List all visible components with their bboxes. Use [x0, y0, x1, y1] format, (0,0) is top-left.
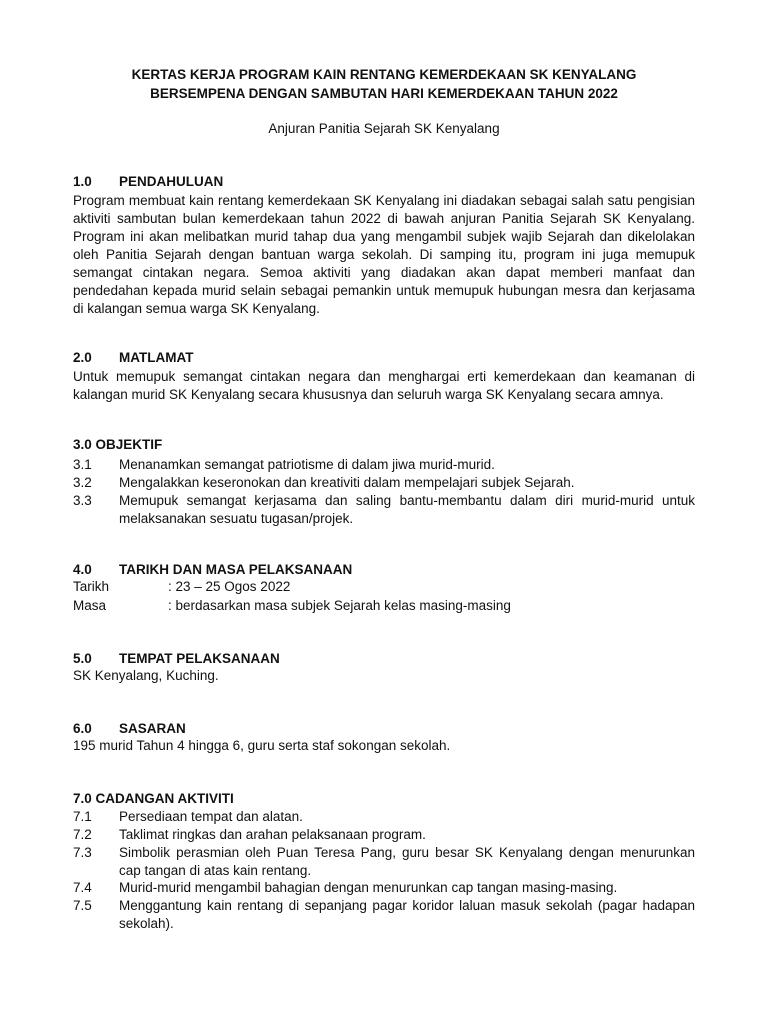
objective-text: Memupuk semangat kerjasama dan saling bantu-membantu dalam diri murid-murid untuk melaksanakan sesuatu tugasan/projek. [119, 493, 695, 526]
section-6-heading [73, 721, 186, 736]
section-2-heading [73, 350, 193, 365]
section-5-heading [73, 651, 280, 666]
objective-text: Menanamkan semangat patriotisme di dalam jiwa murid-murid. [119, 457, 495, 472]
date-row [73, 578, 290, 596]
activity-number: 7.2 [73, 827, 92, 842]
objective-item [73, 456, 695, 474]
activity-text: Taklimat ringkas dan arahan pelaksanaan program. [119, 827, 426, 842]
activity-number: 7.4 [73, 880, 92, 895]
activity-text: Simbolik perasmian oleh Puan Teresa Pang, guru besar SK Kenyalang dengan menurunkan cap tangan di atas kain rentang. [119, 845, 695, 878]
section-2-paragraph: Untuk memupuk semangat cintakan negara dan menghargai erti kemerdekaan dan keamanan di kalangan murid SK Kenyalang secara khususnya dan seluruh warga SK Kenyalang secara amnya. [73, 369, 695, 402]
section-3-heading: 3.0 OBJEKTIF [73, 437, 163, 452]
section-6-text: 195 murid Tahun 4 hingga 6, guru serta staf sokongan sekolah. [73, 738, 451, 753]
document-title-line-1: KERTAS KERJA PROGRAM KAIN RENTANG KEMERDEKAAN SK KENYALANG [131, 67, 637, 82]
section-6-title: SASARAN [119, 721, 186, 736]
time-label: Masa [73, 598, 107, 613]
objective-item [73, 492, 695, 528]
activity-text: Murid-murid mengambil bahagian dengan menurunkan cap tangan masing-masing. [119, 880, 618, 895]
section-4-heading [73, 562, 352, 577]
section-1-paragraph: Program membuat kain rentang kemerdekaan SK Kenyalang ini diadakan sebagai salah satu pengisian aktiviti sambutan bulan kemerdekaan tahun 2022 di bawah anjuran Panitia Sejarah SK Kenyalang. Program ini akan melibatkan murid tahap dua yang mengambil subjek wajib Sejarah dan dikelolakan oleh Panitia Sejarah dengan bantuan warga sekolah. Di samping itu, program ini juga memupuk semangat cintakan negara. Semoa aktiviti yang diadakan akan dapat memberi manfaat dan pendedahan kepada murid selain sebagai pemankin untuk memupuk hubungan mesra dan kerjasama di kalangan semua warga SK Kenyalang. [73, 193, 695, 316]
document-subtitle: Anjuran Panitia Sejarah SK Kenyalang [268, 121, 500, 136]
activity-item [73, 897, 695, 933]
section-1-number: 1.0 [73, 174, 92, 189]
activity-number: 7.1 [73, 809, 92, 824]
activity-number: 7.5 [73, 898, 92, 913]
section-5-title: TEMPAT PELAKSANAAN [119, 651, 280, 666]
section-1-heading [73, 174, 223, 189]
objective-number: 3.1 [73, 457, 92, 472]
date-value: : 23 – 25 Ogos 2022 [168, 579, 291, 594]
document-title-line-2: BERSEMPENA DENGAN SAMBUTAN HARI KEMERDEKAAN TAHUN 2022 [150, 86, 618, 101]
objective-item [73, 474, 695, 492]
section-7-heading: 7.0 CADANGAN AKTIVITI [73, 791, 234, 806]
section-5-text: SK Kenyalang, Kuching. [73, 668, 219, 683]
activity-number: 7.3 [73, 845, 92, 860]
activity-text: Menggantung kain rentang di sepanjang pagar koridor laluan masuk sekolah (pagar hadapan sekolah). [119, 898, 695, 931]
section-4-title: TARIKH DAN MASA PELAKSANAAN [119, 562, 353, 577]
objective-text: Mengalakkan keseronokan dan kreativiti dalam mempelajari subjek Sejarah. [119, 475, 575, 490]
section-1-title: PENDAHULUAN [119, 174, 224, 189]
time-value: : berdasarkan masa subjek Sejarah kelas masing-masing [168, 598, 511, 613]
date-label: Tarikh [73, 579, 110, 594]
section-6-number: 6.0 [73, 721, 92, 736]
section-5-number: 5.0 [73, 651, 92, 666]
time-row [73, 597, 511, 615]
objective-number: 3.3 [73, 493, 92, 508]
activity-item [73, 879, 695, 897]
objective-number: 3.2 [73, 475, 92, 490]
activity-item [73, 808, 695, 826]
section-2-title: MATLAMAT [119, 350, 194, 365]
section-4-number: 4.0 [73, 562, 92, 577]
activity-item [73, 844, 695, 880]
activity-item [73, 826, 695, 844]
section-2-number: 2.0 [73, 350, 92, 365]
activity-text: Persediaan tempat dan alatan. [119, 809, 303, 824]
